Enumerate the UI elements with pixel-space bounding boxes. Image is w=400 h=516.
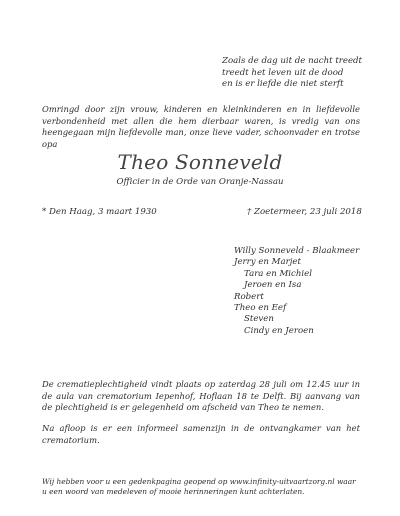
poem	[222, 56, 362, 91]
death-date: † Zoetermeer, 23 juli 2018	[247, 207, 362, 217]
family-member: Jeroen en Isa	[244, 280, 302, 291]
gathering-text: Na afloop is er een informeel samenzijn in de ontvangkamer van het crematorium.	[42, 423, 360, 445]
family-member: Steven	[244, 314, 274, 325]
family-member: Tara en Michiel	[244, 268, 312, 279]
deceased-title: Officier in de Orde van Oranje-Nassau	[116, 177, 284, 187]
poem-line: Zoals de dag uit de nacht treedt	[222, 56, 363, 66]
intro-text: Omringd door zijn vrouw, kinderen en kleinkinderen en in liefdevolle verbondenheid met allen die hem dierbaar waren, is vredig van ons heengegaan mijn liefdevolle man, onze lieve vader, schoonvader en trotse opa	[42, 104, 360, 149]
family-member: Jerry en Marjet	[234, 257, 301, 268]
poem-line: en is er liefde die niet sterft	[222, 79, 344, 89]
birth-date: * Den Haag, 3 maart 1930	[42, 207, 157, 217]
family-member: Robert	[234, 291, 264, 302]
ceremony-text: De crematieplechtigheid vindt plaats op zaterdag 28 juli om 12.45 uur in de aula van crematorium Iepenhof, Hoflaan 18 te Delft. Bij aanvang van de plechtigheid is er gelegenheid om afscheid van Theo te nemen.	[42, 379, 360, 412]
family-member: Willy Sonneveld - Blaakmeer	[234, 246, 360, 256]
poem-line: treedt het leven uit de dood	[222, 67, 344, 78]
family-member: Theo en Eef	[234, 303, 287, 314]
website-note: Wij hebben voor u een gedenkpagina geopend op www.infinity-uitvaartzorg.nl waar u een woord van medeleven of mooie herinneringen kunt achterlaten.	[42, 477, 356, 496]
family-member: Cindy en Jeroen	[244, 325, 314, 336]
deceased-name: Theo Sonneveld	[117, 150, 283, 174]
family-list	[234, 246, 359, 337]
